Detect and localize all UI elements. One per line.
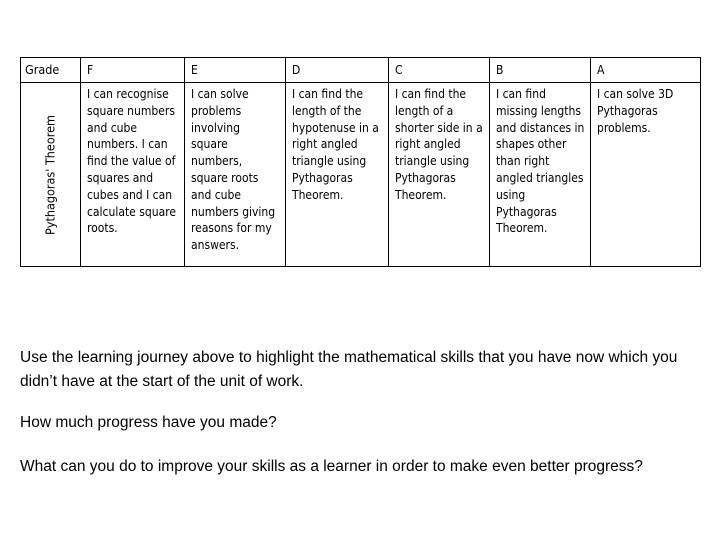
question-improve: What can you do to improve your skills as a learner in order to make even better progress?: [20, 458, 643, 475]
grade-b-header: B: [490, 58, 591, 83]
grade-c-header: C: [389, 58, 490, 83]
grade-f-header: F: [81, 58, 185, 83]
grade-b-cell: [490, 83, 591, 267]
grade-d-header: D: [286, 58, 389, 83]
grade-e-header: E: [185, 58, 286, 83]
grade-label: Grade: [21, 58, 81, 83]
grade-header-row: [21, 58, 701, 83]
topic-label: Pythagoras' Theorem: [42, 114, 58, 235]
grade-c-cell: [389, 83, 490, 267]
grade-d-cell: [286, 83, 389, 267]
grade-a-header: A: [591, 58, 701, 83]
grade-f-cell: [81, 83, 185, 267]
instruction-highlight-skills: Use the learning journey above to highlight the mathematical skills that you have now which you didn’t have at the start of the unit of work.: [20, 349, 678, 390]
learning-journey-table: [20, 57, 701, 267]
grade-e-cell: [185, 83, 286, 267]
question-progress: How much progress have you made?: [20, 414, 277, 431]
topic-cell: [21, 83, 81, 267]
grade-b-description: I can find missing lengths and distances in shapes other than right angled triangles using Pythagoras Theorem.: [496, 87, 585, 236]
grade-descriptions-row: [21, 83, 701, 267]
grade-e-description: I can solve problems involving square numbers, square roots and cube numbers giving reasons for my answers.: [191, 87, 276, 253]
grade-a-description: I can solve 3D Pythagoras problems.: [597, 87, 674, 135]
grade-f-description: I can recognise square numbers and cube numbers. I can find the value of squares and cubes and I can calculate square roots.: [87, 87, 177, 236]
grade-a-cell: [591, 83, 701, 267]
grade-d-description: I can find the length of the hypotenuse in a right angled triangle using Pythagoras Theorem.: [292, 87, 379, 202]
grade-c-description: I can find the length of a shorter side in a right angled triangle using Pythagoras Theorem.: [395, 87, 483, 202]
